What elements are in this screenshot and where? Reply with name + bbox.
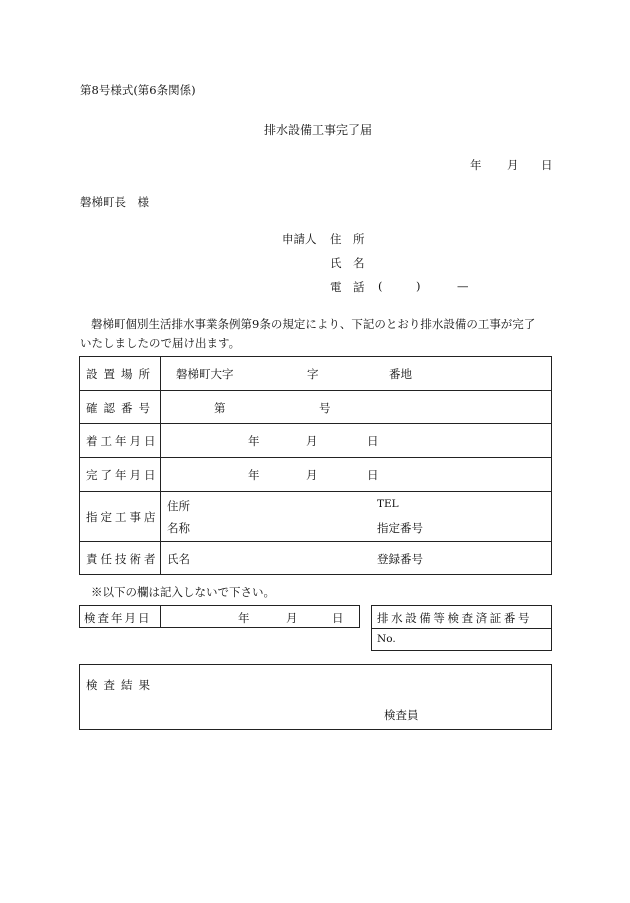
- completion-date-label: 完了年月日: [86, 468, 159, 482]
- contractor-label: 指定工事店: [86, 510, 159, 524]
- body-text-line1: 磐梯町個別生活排水事業条例第9条の規定により、下記のとおり排水設備の工事が完了: [91, 317, 536, 331]
- completion-date-year: 年: [248, 468, 260, 482]
- start-date-day: 日: [367, 434, 379, 448]
- applicant-name-label: 氏 名: [330, 256, 365, 270]
- start-date-month: 月: [306, 434, 318, 448]
- contractor-name: 名称: [167, 521, 190, 535]
- completion-date-day: 日: [367, 468, 379, 482]
- contractor-designation-no: 指定番号: [377, 521, 423, 535]
- phone-close-paren: ): [416, 279, 421, 293]
- location-aza: 字: [307, 367, 319, 381]
- applicant-phone-label: 電 話: [330, 280, 365, 294]
- phone-open-paren: (: [378, 279, 383, 293]
- engineer-name: 氏名: [167, 552, 190, 566]
- inspection-year: 年: [238, 611, 250, 625]
- start-date-label: 着工年月日: [86, 434, 159, 448]
- location-label: 設置場所: [86, 367, 156, 381]
- body-text-line2: いたしましたので届け出ます。: [80, 336, 241, 350]
- addressee: 磐梯町長 様: [80, 195, 149, 209]
- location-banchi: 番地: [389, 367, 412, 381]
- applicant-address-label: 住 所: [330, 232, 365, 246]
- inspection-day: 日: [332, 611, 344, 625]
- confirmation-go: 号: [319, 401, 331, 415]
- inspection-result-label: 検査結果: [86, 678, 156, 692]
- date-year: 年: [470, 158, 482, 172]
- inspection-date-label: 検査年月日: [84, 611, 152, 625]
- confirmation-dai: 第: [214, 401, 226, 415]
- inspection-month: 月: [286, 611, 298, 625]
- inspector-label: 検査員: [384, 708, 419, 722]
- date-day: 日: [541, 158, 553, 172]
- document-title: 排水設備工事完了届: [264, 123, 373, 137]
- engineer-registration-no: 登録番号: [377, 552, 423, 566]
- contractor-tel: TEL: [377, 498, 399, 510]
- start-date-year: 年: [248, 434, 260, 448]
- inspection-result-box: [79, 664, 552, 730]
- phone-dash: —: [457, 279, 469, 293]
- engineer-label: 責任技術者: [86, 552, 159, 566]
- certificate-no: No.: [377, 633, 396, 645]
- date-month: 月: [507, 158, 519, 172]
- form-number: 第8号様式(第6条関係): [80, 83, 196, 97]
- contractor-address: 住所: [167, 499, 190, 513]
- location-town: 磐梯町大字: [176, 367, 234, 381]
- main-table: [79, 356, 552, 575]
- note-text: ※以下の欄は記入しないで下さい。: [91, 585, 275, 599]
- applicant-label: 申請人: [282, 232, 317, 246]
- certificate-label: 排水設備等検査済証番号: [377, 611, 533, 625]
- completion-date-month: 月: [306, 468, 318, 482]
- confirmation-label: 確認番号: [86, 401, 156, 415]
